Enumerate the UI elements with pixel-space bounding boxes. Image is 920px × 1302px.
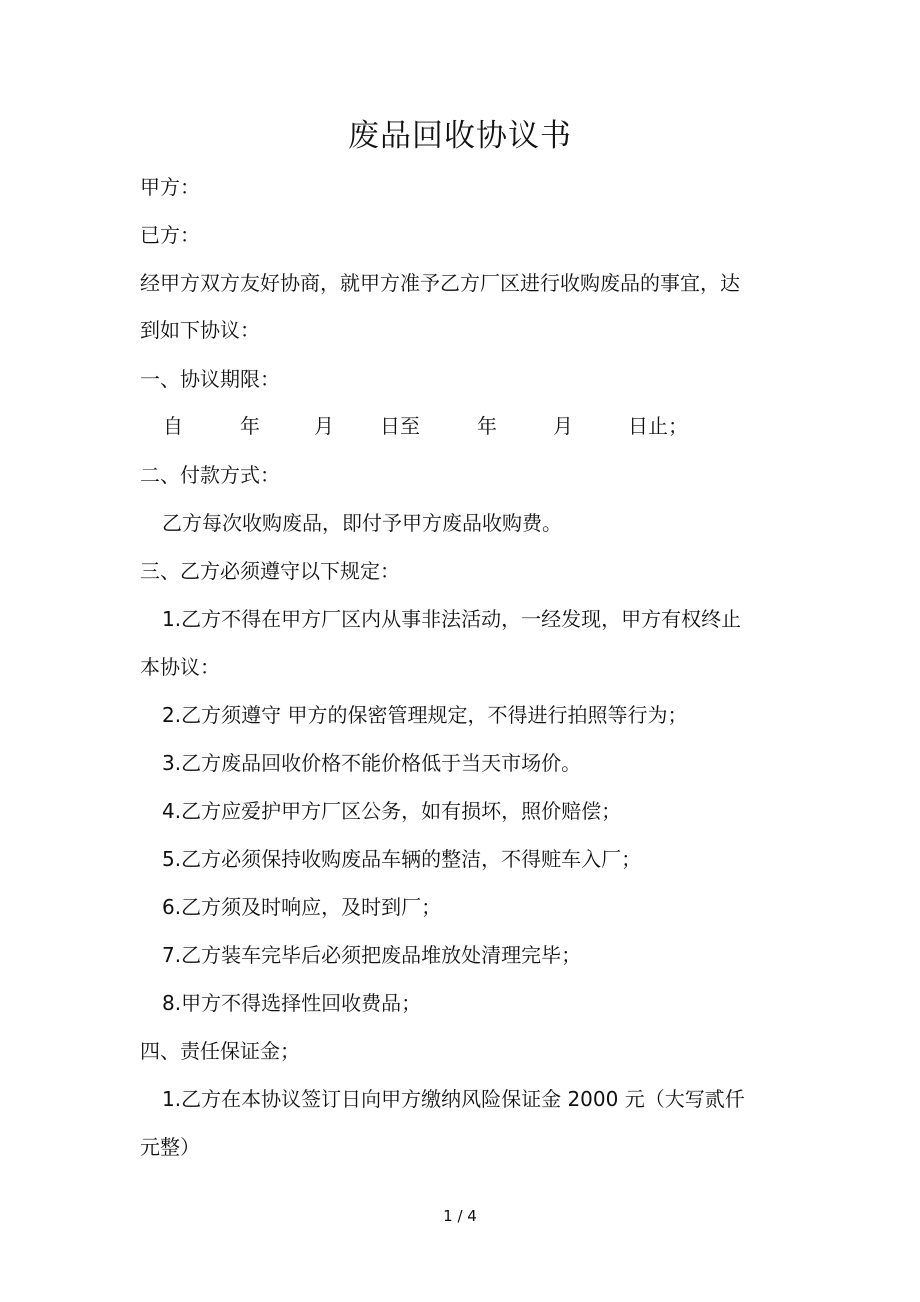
section-1-heading: 一、协议期限：	[140, 367, 280, 391]
date-part-year-start: 年	[240, 414, 260, 438]
section-2-heading: 二、付款方式：	[140, 463, 280, 487]
section-3-item-3: 3.乙方废品回收价格不能价格低于当天市场价。	[162, 751, 582, 775]
section-3-item-1-line-1: 1.乙方不得在甲方厂区内从事非法活动，一经发现，甲方有权终止	[162, 607, 742, 631]
intro-paragraph-line-1: 经甲方双方友好协商，就甲方准予乙方厂区进行收购废品的事宜，达	[140, 271, 740, 295]
section-3-item-6: 6.乙方须及时响应，及时到厂；	[162, 895, 442, 919]
section-3-item-7: 7.乙方装车完毕后必须把废品堆放处清理完毕；	[162, 943, 582, 967]
section-4-heading: 四、责任保证金；	[140, 1039, 300, 1063]
date-part-month-start: 月	[314, 414, 334, 438]
intro-paragraph-line-2: 到如下协议：	[140, 318, 260, 342]
date-part-month-end: 月	[553, 414, 573, 438]
date-part-day-to: 日至	[380, 414, 420, 438]
section-3-heading: 三、乙方必须遵守以下规定：	[140, 559, 400, 583]
agreement-term-date-row	[0, 411, 920, 441]
section-3-item-2: 2.乙方须遵守 甲方的保密管理规定，不得进行拍照等行为；	[162, 703, 688, 727]
document-title: 废品回收协议书	[348, 118, 572, 154]
section-3-item-5: 5.乙方必须保持收购废品车辆的整洁，不得赃车入厂；	[162, 847, 642, 871]
section-4-item-1-line-2: 元整）	[140, 1135, 200, 1159]
section-3-item-4: 4.乙方应爱护甲方厂区公务，如有损坏，照价赔偿；	[162, 799, 622, 823]
section-2-text: 乙方每次收购废品，即付予甲方废品收购费。	[162, 511, 562, 535]
section-4-item-1-line-1: 1.乙方在本协议签订日向甲方缴纳风险保证金 2000 元（大写贰仟	[162, 1087, 745, 1111]
date-part-year-end: 年	[477, 414, 497, 438]
page-number: 1 / 4	[443, 1207, 477, 1225]
party-a-label: 甲方：	[140, 175, 200, 199]
section-3-item-1-line-2: 本协议：	[140, 655, 220, 679]
date-part-day-end: 日止；	[628, 414, 688, 438]
party-b-label: 已方：	[140, 223, 200, 247]
section-3-item-8: 8.甲方不得选择性回收费品；	[162, 991, 422, 1015]
date-part-from: 自	[163, 414, 183, 438]
